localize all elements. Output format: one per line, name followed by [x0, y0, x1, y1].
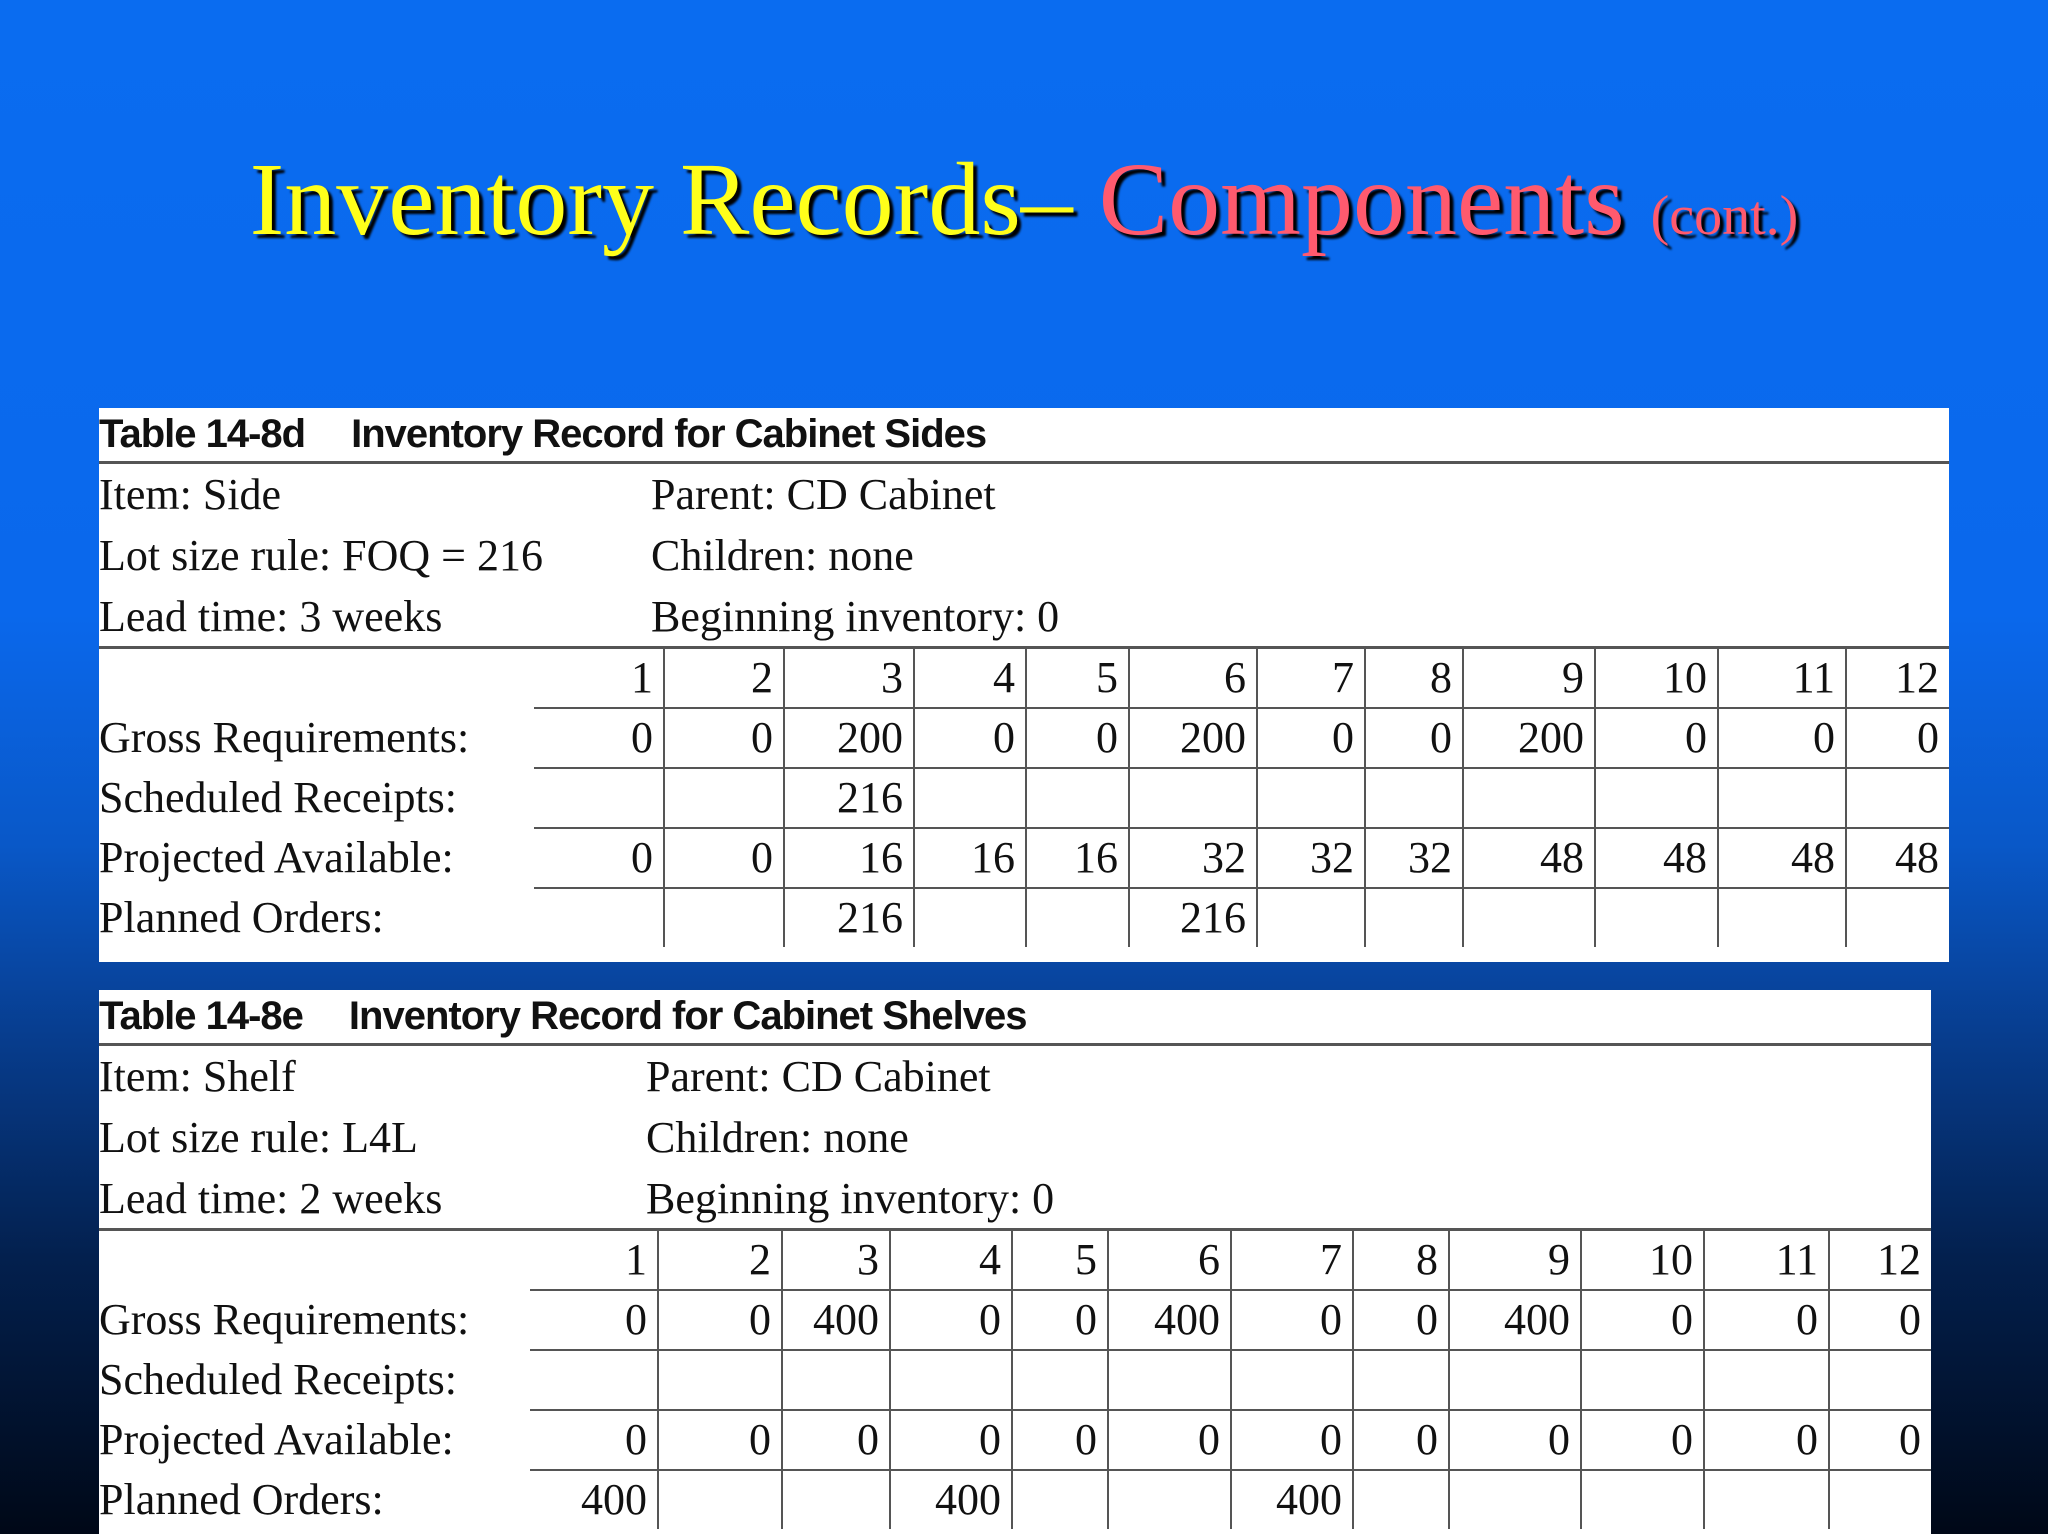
table-cell: 48: [1463, 828, 1595, 888]
lot-size-rule: Lot size rule: L4L: [99, 1113, 418, 1162]
row-label: Projected Available:: [99, 833, 454, 882]
table-cell: [1718, 888, 1846, 947]
table-cell: [1365, 888, 1463, 947]
table-cell: 0: [1829, 1410, 1931, 1470]
period-header: 4: [890, 1230, 1012, 1291]
period-header: 6: [1129, 648, 1257, 709]
period-header: 9: [1463, 648, 1595, 709]
table-cell: [1581, 1470, 1704, 1529]
parent-item: Parent: CD Cabinet: [646, 1052, 991, 1101]
inventory-record-shelves: [99, 990, 1931, 1534]
table-cell: [890, 1350, 1012, 1410]
table-title: Inventory Record for Cabinet Sides: [351, 412, 987, 456]
table-cell: 32: [1365, 828, 1463, 888]
table-row: [99, 1350, 1931, 1410]
table-cell: 0: [534, 708, 664, 768]
table-cell: 0: [664, 708, 784, 768]
table-cell: 200: [784, 708, 914, 768]
row-label: Gross Requirements:: [99, 713, 470, 762]
row-label: [99, 1230, 530, 1291]
table-cell: [1012, 1350, 1108, 1410]
table-cell: 0: [1108, 1410, 1231, 1470]
period-header: 8: [1365, 648, 1463, 709]
row-label: [99, 648, 534, 709]
table-cell: 0: [1595, 708, 1718, 768]
table-cell: [1829, 1470, 1931, 1529]
table-cell: 0: [1581, 1410, 1704, 1470]
table-cell: 48: [1718, 828, 1846, 888]
table-cell: [1595, 768, 1718, 828]
table-cell: 0: [1365, 708, 1463, 768]
table-cell: 0: [1449, 1410, 1581, 1470]
table-number: Table 14-8e: [99, 994, 303, 1038]
table-cell: [1231, 1350, 1353, 1410]
table-cell: [1108, 1470, 1231, 1529]
table-cell: 0: [1353, 1410, 1449, 1470]
children-items: Children: none: [651, 531, 914, 580]
table-cell: 0: [914, 708, 1026, 768]
period-header: 11: [1718, 648, 1846, 709]
period-header: 10: [1581, 1230, 1704, 1291]
table-cell: 0: [664, 828, 784, 888]
row-label: Scheduled Receipts:: [99, 1355, 458, 1404]
table-cell: 0: [1257, 708, 1365, 768]
table-cell: 216: [1129, 888, 1257, 947]
title-main: Inventory Records–: [249, 142, 1099, 257]
table-cell: [1846, 888, 1949, 947]
table-cell: [1108, 1350, 1231, 1410]
table-cell: [1829, 1350, 1931, 1410]
record-meta: [99, 464, 1949, 646]
period-header: 2: [664, 648, 784, 709]
table-cell: [1353, 1470, 1449, 1529]
table-cell: [914, 768, 1026, 828]
period-header: 2: [658, 1230, 782, 1291]
table-cell: [914, 888, 1026, 947]
period-header-row: [99, 1230, 1931, 1291]
table-cell: 0: [530, 1290, 658, 1350]
table-cell: [530, 1350, 658, 1410]
record-meta: [99, 1046, 1931, 1228]
table-cell: 0: [1718, 708, 1846, 768]
table-cell: 0: [890, 1410, 1012, 1470]
table-cell: 400: [1108, 1290, 1231, 1350]
parent-item: Parent: CD Cabinet: [651, 470, 996, 519]
period-header: 8: [1353, 1230, 1449, 1291]
mrp-grid: [99, 1228, 1931, 1529]
period-header: 7: [1257, 648, 1365, 709]
table-cell: 16: [914, 828, 1026, 888]
table-cell: [1463, 768, 1595, 828]
table-cell: 400: [1231, 1470, 1353, 1529]
table-cell: 0: [658, 1410, 782, 1470]
table-cell: [782, 1350, 890, 1410]
table-cell: [1257, 888, 1365, 947]
table-cell: [1704, 1350, 1829, 1410]
table-cell: [1595, 888, 1718, 947]
period-header: 5: [1012, 1230, 1108, 1291]
row-label: Planned Orders:: [99, 1474, 384, 1524]
lot-size-rule: Lot size rule: FOQ = 216: [99, 531, 543, 580]
table-row: [99, 888, 1949, 947]
item-name: Item: Side: [99, 470, 282, 519]
period-header: 3: [782, 1230, 890, 1291]
row-label: Planned Orders:: [99, 892, 384, 942]
period-header: 12: [1829, 1230, 1931, 1291]
title-highlight: Components: [1098, 142, 1625, 257]
table-cell: 0: [890, 1290, 1012, 1350]
table-row: [99, 1470, 1931, 1529]
table-cell: 216: [784, 888, 914, 947]
row-label: Scheduled Receipts:: [99, 773, 458, 822]
table-cell: [534, 888, 664, 947]
table-caption: [99, 990, 1931, 1046]
period-header: 4: [914, 648, 1026, 709]
row-label: Gross Requirements:: [99, 1295, 470, 1344]
period-header: 5: [1026, 648, 1129, 709]
table-cell: 0: [782, 1410, 890, 1470]
table-cell: 0: [1231, 1290, 1353, 1350]
table-cell: 0: [1581, 1290, 1704, 1350]
table-cell: [1026, 888, 1129, 947]
period-header-row: [99, 648, 1949, 709]
table-cell: [1846, 768, 1949, 828]
table-cell: [1257, 768, 1365, 828]
table-cell: 0: [1829, 1290, 1931, 1350]
lead-time: Lead time: 3 weeks: [99, 592, 443, 641]
period-header: 1: [530, 1230, 658, 1291]
period-header: 3: [784, 648, 914, 709]
period-header: 9: [1449, 1230, 1581, 1291]
period-header: 11: [1704, 1230, 1829, 1291]
period-header: 6: [1108, 1230, 1231, 1291]
table-cell: 0: [1012, 1410, 1108, 1470]
children-items: Children: none: [646, 1113, 909, 1162]
period-header: 1: [534, 648, 664, 709]
slide-title: [0, 140, 2048, 276]
table-cell: 32: [1129, 828, 1257, 888]
table-cell: [1449, 1350, 1581, 1410]
period-header: 12: [1846, 648, 1949, 709]
table-cell: [658, 1470, 782, 1529]
table-cell: 0: [534, 828, 664, 888]
table-number: Table 14-8d: [99, 412, 306, 456]
table-cell: 0: [1704, 1410, 1829, 1470]
table-cell: [534, 768, 664, 828]
table-cell: [658, 1350, 782, 1410]
table-cell: 48: [1595, 828, 1718, 888]
table-cell: [1365, 768, 1463, 828]
table-cell: [782, 1470, 890, 1529]
table-cell: 0: [1846, 708, 1949, 768]
table-row: [99, 768, 1949, 828]
table-cell: 0: [530, 1410, 658, 1470]
table-cell: [1581, 1350, 1704, 1410]
table-cell: 16: [784, 828, 914, 888]
table-cell: 400: [1449, 1290, 1581, 1350]
beginning-inventory: Beginning inventory: 0: [646, 1174, 1055, 1223]
table-cell: [1449, 1470, 1581, 1529]
table-cell: 0: [658, 1290, 782, 1350]
table-cell: 0: [1012, 1290, 1108, 1350]
lead-time: Lead time: 2 weeks: [99, 1174, 443, 1223]
beginning-inventory: Beginning inventory: 0: [651, 592, 1060, 641]
table-cell: 0: [1704, 1290, 1829, 1350]
title-suffix: (cont.): [1650, 185, 1799, 247]
table-cell: 400: [890, 1470, 1012, 1529]
table-cell: 32: [1257, 828, 1365, 888]
table-row: [99, 1410, 1931, 1470]
table-cell: 200: [1463, 708, 1595, 768]
table-cell: 400: [782, 1290, 890, 1350]
table-caption: [99, 408, 1949, 464]
period-header: 7: [1231, 1230, 1353, 1291]
table-cell: [1463, 888, 1595, 947]
table-cell: 48: [1846, 828, 1949, 888]
table-cell: 0: [1231, 1410, 1353, 1470]
table-row: [99, 1290, 1931, 1350]
row-label: Projected Available:: [99, 1415, 454, 1464]
table-cell: 0: [1026, 708, 1129, 768]
table-row: [99, 708, 1949, 768]
table-cell: 16: [1026, 828, 1129, 888]
mrp-grid: [99, 646, 1949, 947]
table-cell: [664, 768, 784, 828]
table-cell: [664, 888, 784, 947]
table-title: Inventory Record for Cabinet Shelves: [348, 994, 1027, 1038]
table-cell: [1129, 768, 1257, 828]
item-name: Item: Shelf: [99, 1052, 296, 1101]
table-cell: [1026, 768, 1129, 828]
table-cell: 200: [1129, 708, 1257, 768]
table-cell: 216: [784, 768, 914, 828]
table-cell: 0: [1353, 1290, 1449, 1350]
table-cell: 400: [581, 1475, 647, 1524]
period-header: 10: [1595, 648, 1718, 709]
table-cell: [1012, 1470, 1108, 1529]
table-cell: [1718, 768, 1846, 828]
table-cell: [1353, 1350, 1449, 1410]
table-cell: [1704, 1470, 1829, 1529]
table-row: [99, 828, 1949, 888]
inventory-record-sides: [99, 408, 1949, 962]
